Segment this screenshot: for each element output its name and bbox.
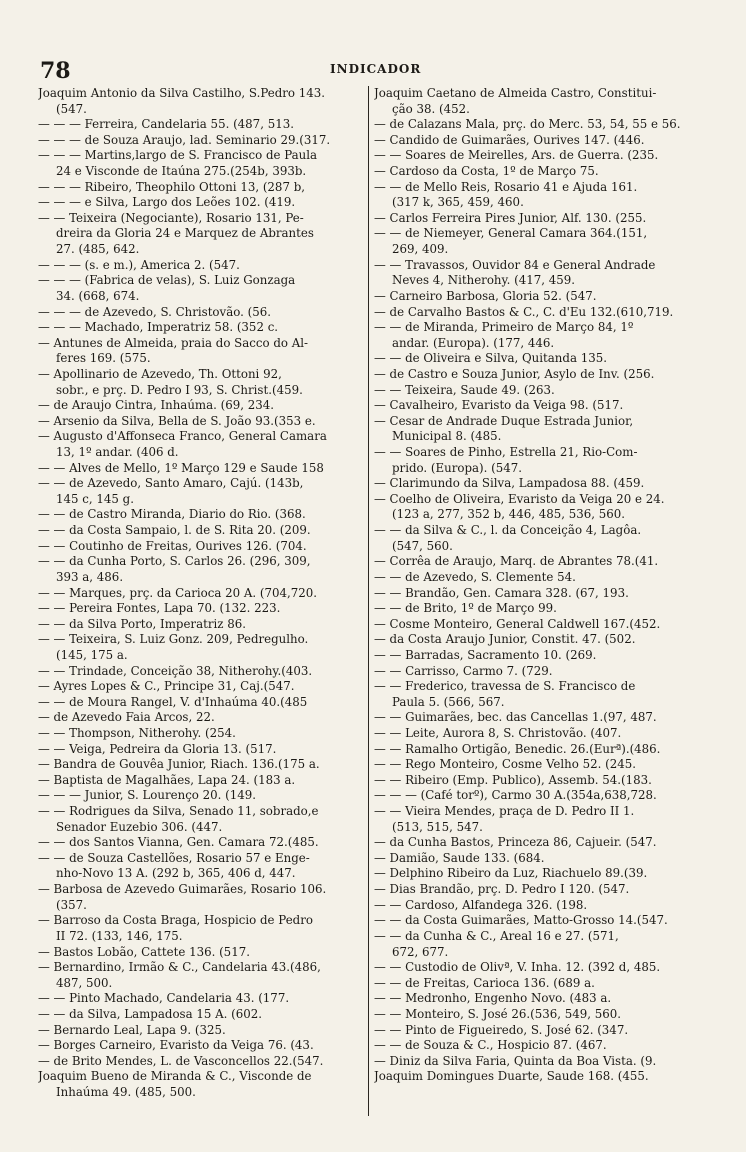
directory-entry-line: 34. (668, 674.	[56, 288, 140, 303]
directory-entry-line: Municipal 8. (485.	[392, 429, 502, 444]
directory-entry-line: — — Trindade, Conceição 38, Nitherohy.(403.	[38, 663, 313, 678]
directory-entry-line: — — Brandão, Gen. Camara 328. (67, 193.	[374, 585, 629, 600]
directory-entry-line: — — Leite, Aurora 8, S. Christovão. (407.	[374, 725, 622, 740]
directory-entry-line: (123 a, 277, 352 b, 446, 485, 536, 560.	[392, 507, 626, 522]
directory-entry-line: — — — Martins,largo de S. Francisco de Paula	[38, 148, 318, 163]
directory-entry-line: — — da Silva, Lampadosa 15 A. (602.	[38, 1006, 263, 1021]
directory-entry-line: — Cardoso da Costa, 1º de Março 75.	[374, 164, 599, 179]
directory-entry-line: — Cavalheiro, Evaristo da Veiga 98. (517.	[374, 398, 624, 413]
directory-entry-line: — Arsenio da Silva, Bella de S. João 93.(353 e.	[38, 413, 316, 428]
directory-entry-line: — — Ribeiro (Emp. Publico), Assemb. 54.(183.	[374, 772, 652, 787]
directory-entry-line: — Delphino Ribeiro da Luz, Riachuelo 89.(39.	[374, 866, 648, 881]
directory-entry-line: — — Pinto Machado, Candelaria 43. (177.	[38, 991, 290, 1006]
directory-entry-line: — — de Souza & C., Hospicio 87. (467.	[374, 1038, 607, 1053]
directory-entry-line: — — — (s. e m.), America 2. (547.	[38, 257, 240, 272]
directory-entry-line: — — — de Azevedo, S. Christovão. (56.	[38, 304, 271, 319]
directory-entry-line: — Clarimundo da Silva, Lampadosa 88. (459.	[374, 476, 645, 491]
directory-entry-line: — Bandra de Gouvêa Junior, Riach. 136.(175 a.	[38, 757, 320, 772]
directory-entry-line: Paula 5. (566, 567.	[392, 694, 505, 709]
directory-entry-line: (547, 560.	[392, 538, 453, 553]
directory-entry-line: — — dos Santos Vianna, Gen. Camara 72.(485.	[38, 835, 319, 850]
directory-entry-line: — — — Ferreira, Candelaria 55. (487, 513.	[38, 117, 294, 132]
right-column	[374, 86, 702, 1085]
directory-entry-line: (547.	[56, 101, 87, 116]
directory-entry-line: 27. (485, 642.	[56, 242, 140, 257]
directory-entry-line: — Dias Brandão, prç. D. Pedro I 120. (547.	[374, 882, 630, 897]
directory-entry-line: — — Frederico, travessa de S. Francisco de	[374, 679, 636, 694]
directory-entry-line: feres 169. (575.	[56, 351, 151, 366]
directory-entry-line: (357.	[56, 897, 87, 912]
directory-entry-line: — — de Moura Rangel, V. d'Inhaúma 40.(485	[38, 694, 308, 709]
directory-entry-line: — — Rego Monteiro, Cosme Velho 52. (245.	[374, 757, 636, 772]
directory-entry-line: — Barroso da Costa Braga, Hospicio de Pedro	[38, 913, 313, 928]
directory-entry-line: — Carlos Ferreira Pires Junior, Alf. 130. (255.	[374, 210, 647, 225]
directory-entry-line: — — Custodio de Olivª, V. Inha. 12. (392 d, 485.	[374, 960, 661, 975]
directory-entry-line: — da Cunha Bastos, Princeza 86, Cajueir. (547.	[374, 835, 657, 850]
directory-entry-line: ção 38. (452.	[392, 101, 470, 116]
directory-entry-line: — — de Miranda, Primeiro de Março 84, 1º	[374, 320, 634, 335]
directory-entry-line: — — — e Silva, Largo dos Leões 102. (419.	[38, 195, 296, 210]
directory-entry-line: — — de Azevedo, Santo Amaro, Cajú. (143b,	[38, 476, 304, 491]
directory-entry-line: — — da Silva & C., l. da Conceição 4, Lagôa.	[374, 523, 642, 538]
directory-entry-line: — — de Mello Reis, Rosario 41 e Ajuda 161.	[374, 179, 638, 194]
directory-entry-line: — — Guimarães, bec. das Cancellas 1.(97, 487.	[374, 710, 657, 725]
directory-entry-line: — — Marques, prç. da Carioca 20 A. (704,720.	[38, 585, 318, 600]
page-number: 78	[40, 58, 71, 84]
directory-entry-line: nho-Novo 13 A. (292 b, 365, 406 d, 447.	[56, 866, 296, 881]
directory-entry-line: — — — (Café torº), Carmo 30 A.(354a,638,728.	[374, 788, 657, 803]
directory-entry-line: sobr., e prç. D. Pedro I 93, S. Christ.(459.	[56, 382, 303, 397]
directory-entry-line: — — — Machado, Imperatriz 58. (352 c.	[38, 320, 279, 335]
directory-entry-line: — — Ramalho Ortigão, Benedic. 26.(Eurª).(486.	[374, 741, 661, 756]
directory-entry-line: Neves 4, Nitherohy. (417, 459.	[392, 273, 575, 288]
left-column	[38, 86, 366, 1101]
directory-entry-line: — de Carvalho Bastos & C., C. d'Eu 132.(610,719.	[374, 304, 674, 319]
directory-entry-line: — Coelho de Oliveira, Evaristo da Veiga 20 e 24.	[374, 491, 665, 506]
directory-entry-line: — Cesar de Andrade Duque Estrada Junior,	[374, 413, 634, 428]
column-divider	[368, 86, 369, 1116]
directory-entry-line: — — da Silva Porto, Imperatriz 86.	[38, 616, 246, 631]
directory-entry-line: andar. (Europa). (177, 446.	[392, 335, 555, 350]
directory-entry-line: — — Alves de Mello, 1º Março 129 e Saude 158	[38, 460, 324, 475]
directory-entry-line: — Ayres Lopes & C., Principe 31, Caj.(547.	[38, 679, 295, 694]
directory-entry-line: Inhaúma 49. (485, 500.	[56, 1085, 196, 1099]
directory-entry-line: Joaquim Antonio da Silva Castilho, S.Pedro 143.	[38, 86, 326, 100]
directory-entry-line: — Augusto d'Affonseca Franco, General Camara	[38, 429, 327, 444]
directory-entry-line: Joaquim Bueno de Miranda & C., Visconde de	[38, 1069, 312, 1084]
directory-entry-line: 487, 500.	[56, 975, 113, 990]
directory-entry-line: — Antunes de Almeida, praia do Sacco do Al-	[38, 335, 309, 350]
directory-entry-line: 393 a, 486.	[56, 569, 124, 584]
directory-entry-line: — de Castro e Souza Junior, Asylo de Inv. (256.	[374, 366, 655, 381]
directory-entry-line: (317 k, 365, 459, 460.	[392, 195, 524, 210]
directory-entry-line: — Borges Carneiro, Evaristo da Veiga 76. (43.	[38, 1038, 314, 1053]
directory-entry-line: — Corrêa de Araujo, Marq. de Abrantes 78.(41.	[374, 554, 659, 569]
directory-entry-line: — Bernardino, Irmão & C., Candelaria 43.(486,	[38, 960, 321, 975]
directory-entry-line: II 72. (133, 146, 175.	[56, 928, 183, 943]
directory-entry-line: — — Monteiro, S. José 26.(536, 549, 560.	[374, 1006, 622, 1021]
directory-entry-line: — — Travassos, Ouvidor 84 e General Andrade	[374, 257, 656, 272]
directory-entry-line: — — de Freitas, Carioca 136. (689 a.	[374, 975, 595, 990]
directory-entry-line: (513, 515, 547.	[392, 819, 483, 834]
directory-entry-line: — — Cardoso, Alfandega 326. (198.	[374, 897, 588, 912]
directory-entry-line: — de Calazans Mala, prç. do Merc. 53, 54, 55 e 56.	[374, 117, 681, 132]
directory-entry-line: — Cosme Monteiro, General Caldwell 167.(452.	[374, 616, 661, 631]
directory-entry-line: — — Barradas, Sacramento 10. (269.	[374, 647, 597, 662]
directory-entry-line: dreira da Gloria 24 e Marquez de Abrantes	[56, 226, 314, 241]
directory-entry-line: — — Thompson, Nitherohy. (254.	[38, 725, 236, 740]
directory-entry-line: — de Azevedo Faia Arcos, 22.	[38, 710, 215, 725]
directory-entry-line: 672, 677.	[392, 944, 449, 959]
directory-entry-line: — — Teixeira, Saude 49. (263.	[374, 382, 555, 397]
directory-entry-line: 13, 1º andar. (406 d.	[56, 445, 179, 460]
directory-entry-line: 145 c, 145 g.	[56, 491, 134, 506]
directory-entry-line: — — Pereira Fontes, Lapa 70. (132. 223.	[38, 601, 281, 616]
directory-entry-line: — de Brito Mendes, L. de Vasconcellos 22.(547.	[38, 1053, 324, 1068]
directory-entry-line: — — Rodrigues da Silva, Senado 11, sobrado,e	[38, 804, 319, 819]
directory-entry-line: — — de Souza Castellões, Rosario 57 e Enge-	[38, 850, 310, 865]
directory-entry-line: — Baptista de Magalhães, Lapa 24. (183 a.	[38, 772, 296, 787]
directory-entry-line: — — de Niemeyer, General Camara 364.(151,	[374, 226, 648, 241]
directory-entry-line: — — de Brito, 1º de Março 99.	[374, 601, 557, 616]
directory-entry-line: — — da Cunha Porto, S. Carlos 26. (296, 309,	[38, 554, 311, 569]
directory-entry-line: — — Coutinho de Freitas, Ourives 126. (704.	[38, 538, 307, 553]
directory-entry-line: — — Veiga, Pedreira da Gloria 13. (517.	[38, 741, 277, 756]
directory-entry-line: — — Vieira Mendes, praça de D. Pedro II 1.	[374, 804, 635, 819]
directory-entry-line: — — — Junior, S. Lourenço 20. (149.	[38, 788, 257, 803]
directory-entry-line: — — da Cunha & C., Areal 16 e 27. (571,	[374, 928, 619, 943]
directory-entry-line: — da Costa Araujo Junior, Constit. 47. (502.	[374, 632, 636, 647]
directory-entry-line: — — Carrisso, Carmo 7. (729.	[374, 663, 553, 678]
directory-entry-line: prido. (Europa). (547.	[392, 460, 523, 475]
directory-entry-line: — Diniz da Silva Faria, Quinta da Boa Vista. (9.	[374, 1053, 657, 1068]
directory-entry-line: — Candido de Guimarães, Ourives 147. (446.	[374, 132, 645, 147]
directory-entry-line: — Bastos Lobão, Cattete 136. (517.	[38, 944, 250, 959]
directory-entry-line: — — — de Souza Araujo, lad. Seminario 29.(317.	[38, 132, 331, 147]
directory-entry-line: — — da Costa Guimarães, Matto-Grosso 14.(547.	[374, 913, 668, 928]
directory-entry-line: — Carneiro Barbosa, Gloria 52. (547.	[374, 288, 597, 303]
directory-entry-line: Senador Euzebio 306. (447.	[56, 819, 223, 834]
directory-entry-line: Joaquim Domingues Duarte, Saude 168. (455.	[374, 1069, 649, 1084]
directory-entry-line: — — Soares de Pinho, Estrella 21, Rio-Com-	[374, 445, 638, 460]
directory-entry-line: Joaquim Caetano de Almeida Castro, Constitui-	[374, 86, 657, 100]
directory-entry-line: — — Pinto de Figueiredo, S. José 62. (347.	[374, 1022, 629, 1037]
directory-entry-line: — — de Oliveira e Silva, Quitanda 135.	[374, 351, 608, 366]
directory-entry-line: 269, 409.	[392, 242, 449, 257]
directory-entry-line: — — — Ribeiro, Theophilo Ottoni 13, (287 b,	[38, 179, 305, 194]
directory-entry-line: — — Soares de Meirelles, Ars. de Guerra. (235.	[374, 148, 659, 163]
directory-entry-line: — Damião, Saude 133. (684.	[374, 850, 545, 865]
running-title: INDICADOR	[330, 62, 422, 76]
directory-entry-line: — — da Costa Sampaio, l. de S. Rita 20. (209.	[38, 523, 311, 538]
directory-entry-line: — — — (Fabrica de velas), S. Luiz Gonzaga	[38, 273, 296, 288]
directory-entry-line: — Apollinario de Azevedo, Th. Ottoni 92,	[38, 366, 282, 381]
directory-entry-line: — — Teixeira, S. Luiz Gonz. 209, Pedregulho.	[38, 632, 309, 647]
directory-entry-line: — Barbosa de Azevedo Guimarães, Rosario 106.	[38, 882, 327, 897]
directory-entry-line: — — Medronho, Engenho Novo. (483 a.	[374, 991, 612, 1006]
directory-entry-line: 24 e Visconde de Itaúna 275.(254b, 393b.	[56, 164, 307, 179]
directory-entry-line: (145, 175 a.	[56, 647, 128, 662]
directory-entry-line: — — de Azevedo, S. Clemente 54.	[374, 569, 576, 584]
directory-entry-line: — — de Castro Miranda, Diario do Rio. (368.	[38, 507, 306, 522]
directory-entry-line: — Bernardo Leal, Lapa 9. (325.	[38, 1022, 226, 1037]
directory-entry-line: — — Teixeira (Negociante), Rosario 131, Pe-	[38, 210, 304, 225]
directory-entry-line: — de Araujo Cintra, Inhaúma. (69, 234.	[38, 398, 275, 413]
